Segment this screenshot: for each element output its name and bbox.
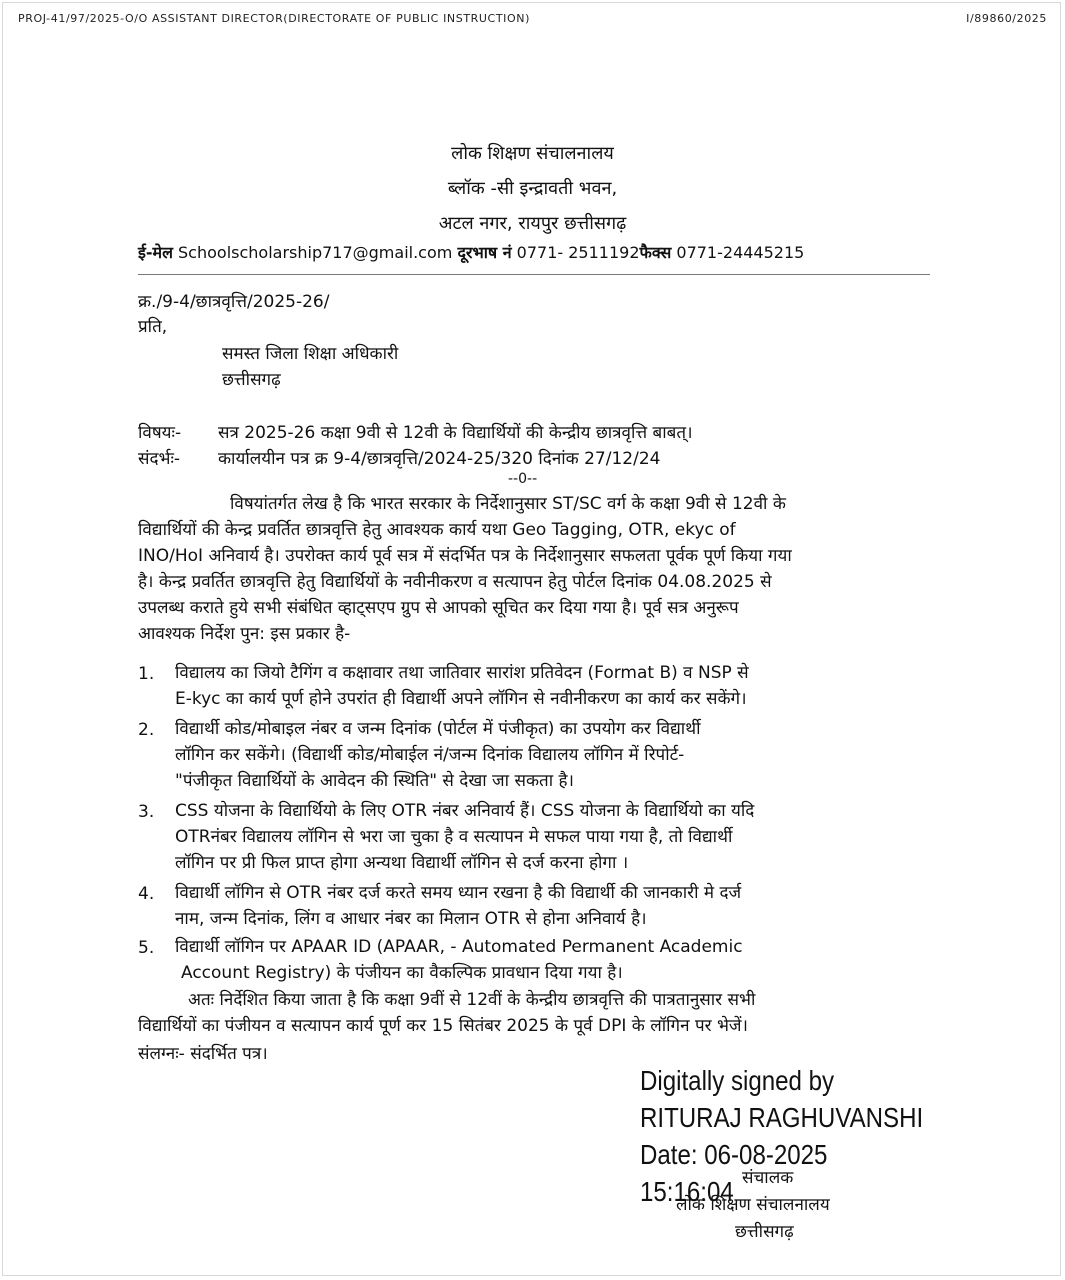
intro-line: आवश्यक निर्देश पुन: इस प्रकार है- [138,624,351,644]
subject-text: सत्र 2025-26 कक्षा 9वी से 12वी के विद्यार्थियों की केन्द्रीय छात्रवृत्ति बाबत्। [218,423,693,443]
signer-state: छत्तीसगढ़ [735,1222,794,1242]
point-line: विद्यार्थी लॉगिन पर APAAR ID (APAAR, - Automated Permanent Academic [175,937,743,957]
fax-number: 0771-24445215 [676,243,805,262]
signer-name: RITURAJ RAGHUVANSHI [640,1102,924,1133]
point-number: 4. [138,884,155,904]
addressee-line-2: छत्तीसगढ़ [222,370,281,390]
closing-paragraph [138,987,930,1039]
point-item [175,934,935,986]
signer-designation: संचालक [742,1168,794,1188]
point-line: लॉगिन पर प्री फिल प्राप्त होगा अन्यथा विद्यार्थी लॉगिन से दर्ज करना होगा । [175,853,629,873]
point-line: विद्यालय का जियो टैगिंग व कक्षावार तथा जातिवार सारांश प्रतिवेदन (Format B) व NSP से [175,663,749,683]
addressee-line-1: समस्त जिला शिक्षा अधिकारी [222,344,399,364]
point-item [175,798,935,876]
reference-label: संदर्भः- [138,449,181,469]
closing-line: अतः निर्देशित किया जाता है कि कक्षा 9वीं से 12वीं के केन्द्रीय छात्रवृत्ति की पात्रतानुसार सभी [188,990,756,1010]
signature-time: 15:16:04 [640,1176,734,1207]
point-line: E-kyc का कार्य पूर्ण होने उपरांत ही विद्यार्थी अपने लॉगिन से नवीनीकरण का कार्य कर सकेंगे। [175,689,747,709]
phone-label: दूरभाष नं [457,243,512,262]
point-number: 5. [138,938,155,958]
point-line: लॉगिन कर सकेंगे। (विद्यार्थी कोड/मोबाईल नं/जन्म दिनांक विद्यालय लॉगिन में रिपोर्ट- [175,745,685,765]
point-item [175,880,935,932]
point-line: विद्यार्थी लॉगिन से OTR नंबर दर्ज करते समय ध्यान रखना है की विद्यार्थी की जानकारी मे दर्ज [175,883,742,903]
point-line: "पंजीकृत विद्यार्थियों के आवेदन की स्थिति" से देखा जा सकता है। [175,771,574,791]
subject-label: विषयः- [138,423,182,443]
contact-line [138,241,804,263]
point-number: 2. [138,720,155,740]
email-label: ई-मेल [138,243,173,262]
point-item [175,716,935,794]
office-name: लोक शिक्षण संचालनालय [451,143,614,164]
intro-line: विषयांतर्गत लेख है कि भारत सरकार के निर्देशानुसार ST/SC वर्ग के कक्षा 9वी से 12वी के [230,494,786,514]
file-number-header: I/89860/2025 [966,12,1047,25]
separator: --0-- [508,471,538,487]
point-line: नाम, जन्म दिनांक, लिंग व आधार नंबर का मिलान OTR से होना अनिवार्य है। [175,909,647,929]
point-number: 1. [138,664,155,684]
intro-line: उपलब्ध कराते हुये सभी संबंधित व्हाट्सएप ग्रुप से आपको सूचित कर दिया गया है। पूर्व सत्र अनुरूप [138,598,739,618]
signature-date: Date: 06-08-2025 [640,1139,828,1170]
enclosure-note: संलग्नः- संदर्भित पत्र। [138,1044,268,1064]
intro-line: INO/HoI अनिवार्य है। उपरोक्त कार्य पूर्व सत्र में संदर्भित पत्र के निर्देशानुसार सफलता पूर्वक पूर्ण किया गया [138,546,792,566]
letterhead-divider [138,274,930,275]
office-building: ब्लॉक -सी इन्द्रावती भवन, [447,178,618,199]
to-label: प्रति, [138,317,168,337]
office-address: अटल नगर, रायपुर छत्तीसगढ़ [438,213,627,234]
point-line: OTRनंबर विद्यालय लॉगिन से भरा जा चुका है व सत्यापन मे सफल पाया गया है, तो विद्यार्थी [175,827,733,847]
file-reference-header: PROJ-41/97/2025-O/O ASSISTANT DIRECTOR(DIRECTORATE OF PUBLIC INSTRUCTION) [18,12,530,25]
closing-line: विद्यार्थियों का पंजीयन व सत्यापन कार्य पूर्ण कर 15 सितंबर 2025 के पूर्व DPI के लॉगिन पर भेजें। [138,1016,748,1036]
point-number: 3. [138,802,155,822]
reference-number: क्र./9-4/छात्रवृत्ति/2025-26/ [138,292,330,312]
point-line: CSS योजना के विद्यार्थियो के लिए OTR नंबर अनिवार्य हैं। CSS योजना के विद्यार्थियो का यदि [175,801,755,821]
point-item [175,660,935,712]
intro-line: विद्यार्थियों की केन्द्र प्रवर्तित छात्रवृत्ति हेतु आवश्यक कार्य यथा Geo Tagging, OTR, ekyc of [138,520,736,540]
point-line: Account Registry) के पंजीयन का वैकल्पिक प्रावधान दिया गया है। [181,963,623,983]
fax-label: फैक्स [639,243,672,262]
signer-office: लोक शिक्षण संचालनालय [676,1195,830,1215]
signature-line: Digitally signed by [640,1065,835,1096]
intro-paragraph [138,491,930,647]
reference-text: कार्यालयीन पत्र क्र 9-4/छात्रवृत्ति/2024-25/320 दिनांक 27/12/24 [218,449,661,469]
intro-line: है। केन्द्र प्रवर्तित छात्रवृत्ति हेतु विद्यार्थियों के नवीनीकरण व सत्यापन हेतु पोर्टल दिनांक 04.08.2025 से [138,572,772,592]
email-address: Schoolscholarship717@gmail.com [178,243,453,262]
phone-number: 0771- 2511192 [516,243,640,262]
point-line: विद्यार्थी कोड/मोबाइल नंबर व जन्म दिनांक (पोर्टल में पंजीकृत) का उपयोग कर विद्यार्थी [175,719,701,739]
